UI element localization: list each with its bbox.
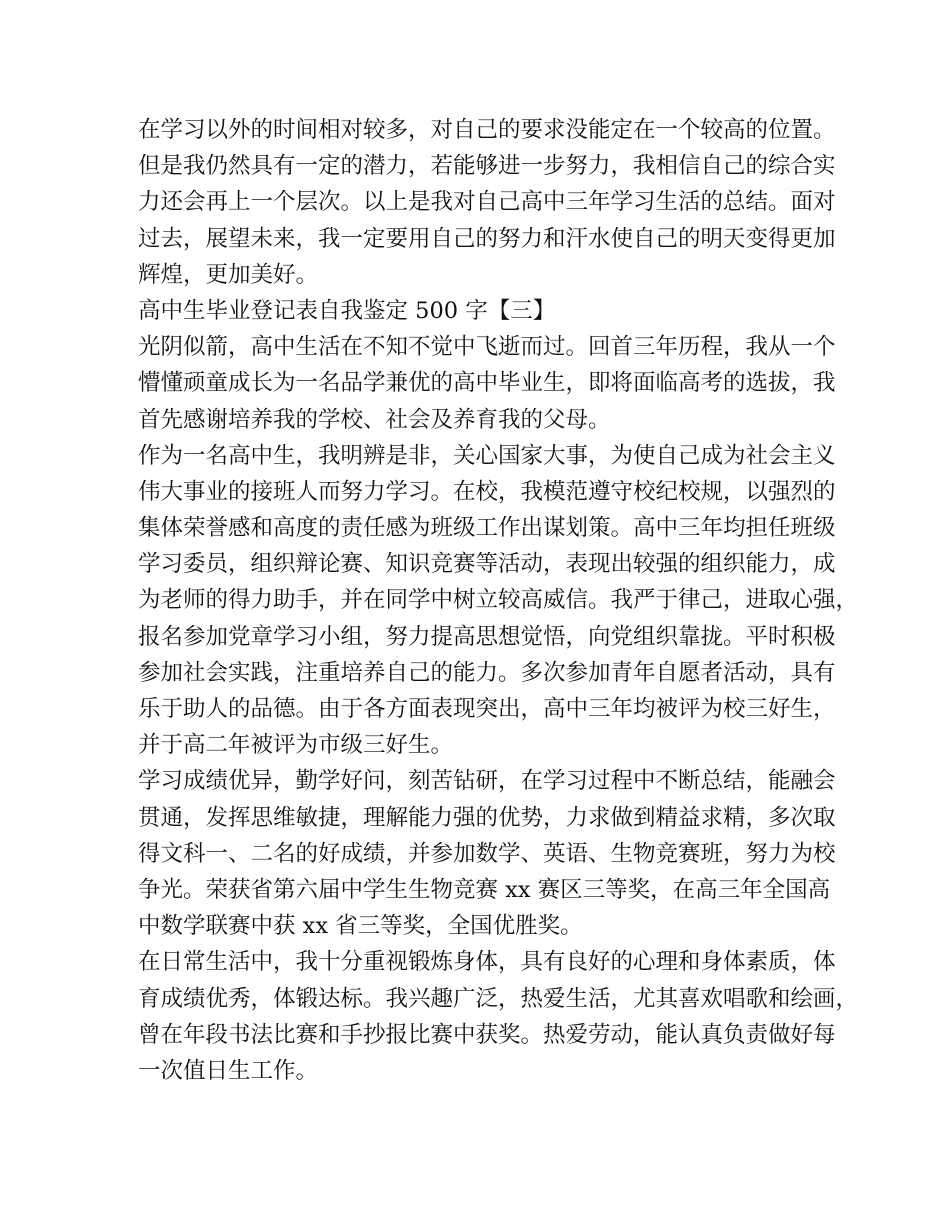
text-line: 中数学联赛中获 xx 省三等奖，全国优胜奖。 xyxy=(138,913,583,940)
text-line: 懵懂顽童成长为一名品学兼优的高中毕业生，即将面临高考的选拔，我 xyxy=(138,370,836,397)
text-line: 光阴似箭，高中生活在不知不觉中飞逝而过。回首三年历程，我从一个 xyxy=(138,334,836,361)
text-line: 报名参加党章学习小组，努力提高思想觉悟，向党组织靠拢。平时积极 xyxy=(138,623,836,650)
text-line: 为老师的得力助手，并在同学中树立较高威信。我严于律己，进取心强， xyxy=(138,587,859,614)
text-line: 过去，展望未来，我一定要用自己的努力和汗水使自己的明天变得更加 xyxy=(138,225,836,252)
text-line: 辉煌，更加美好。 xyxy=(138,261,319,288)
text-line: 作为一名高中生，我明辨是非，关心国家大事，为使自己成为社会主义 xyxy=(138,442,836,469)
text-line: 贯通，发挥思维敏捷，理解能力强的优势，力求做到精益求精，多次取 xyxy=(138,804,836,831)
text-line: 首先感谢培养我的学校、社会及养育我的父母。 xyxy=(138,406,611,433)
text-line: 参加社会实践，注重培养自己的能力。多次参加青年自愿者活动，具有 xyxy=(138,659,836,686)
text-line: 但是我仍然具有一定的潜力，若能够进一步努力，我相信自己的综合实 xyxy=(138,153,836,180)
section-heading: 高中生毕业登记表自我鉴定 500 字【三】 xyxy=(138,297,556,324)
text-line: 乐于助人的品德。由于各方面表现突出，高中三年均被评为校三好生， xyxy=(138,696,836,722)
text-line: 学习成绩优异，勤学好问，刻苦钻研，在学习过程中不断总结，能融会 xyxy=(138,768,836,795)
text-line: 曾在年段书法比赛和手抄报比赛中获奖。热爱劳动，能认真负责做好每 xyxy=(138,1021,836,1048)
text-line: 学习委员，组织辩论赛、知识竞赛等活动，表现出较强的组织能力，成 xyxy=(138,551,836,578)
text-line: 在学习以外的时间相对较多，对自己的要求没能定在一个较高的位置。 xyxy=(138,117,836,143)
text-line: 集体荣誉感和高度的责任感为班级工作出谋划策。高中三年均担任班级 xyxy=(138,515,836,542)
document-body xyxy=(138,112,859,1089)
text-line: 一次值日生工作。 xyxy=(138,1057,319,1084)
text-line: 争光。荣获省第六届中学生生物竞赛 xx 赛区三等奖，在高三年全国高 xyxy=(138,876,831,903)
text-line: 力还会再上一个层次。以上是我对自己高中三年学习生活的总结。面对 xyxy=(138,189,836,216)
text-line: 伟大事业的接班人而努力学习。在校，我模范遵守校纪校规，以强烈的 xyxy=(138,478,836,505)
text-line: 在日常生活中，我十分重视锻炼身体，具有良好的心理和身体素质，体 xyxy=(138,949,836,976)
text-line: 得文科一、二名的好成绩，并参加数学、英语、生物竞赛班，努力为校 xyxy=(138,840,836,867)
text-line: 并于高二年被评为市级三好生。 xyxy=(138,732,454,759)
text-line: 育成绩优秀，体锻达标。我兴趣广泛，热爱生活，尤其喜欢唱歌和绘画， xyxy=(138,985,859,1012)
